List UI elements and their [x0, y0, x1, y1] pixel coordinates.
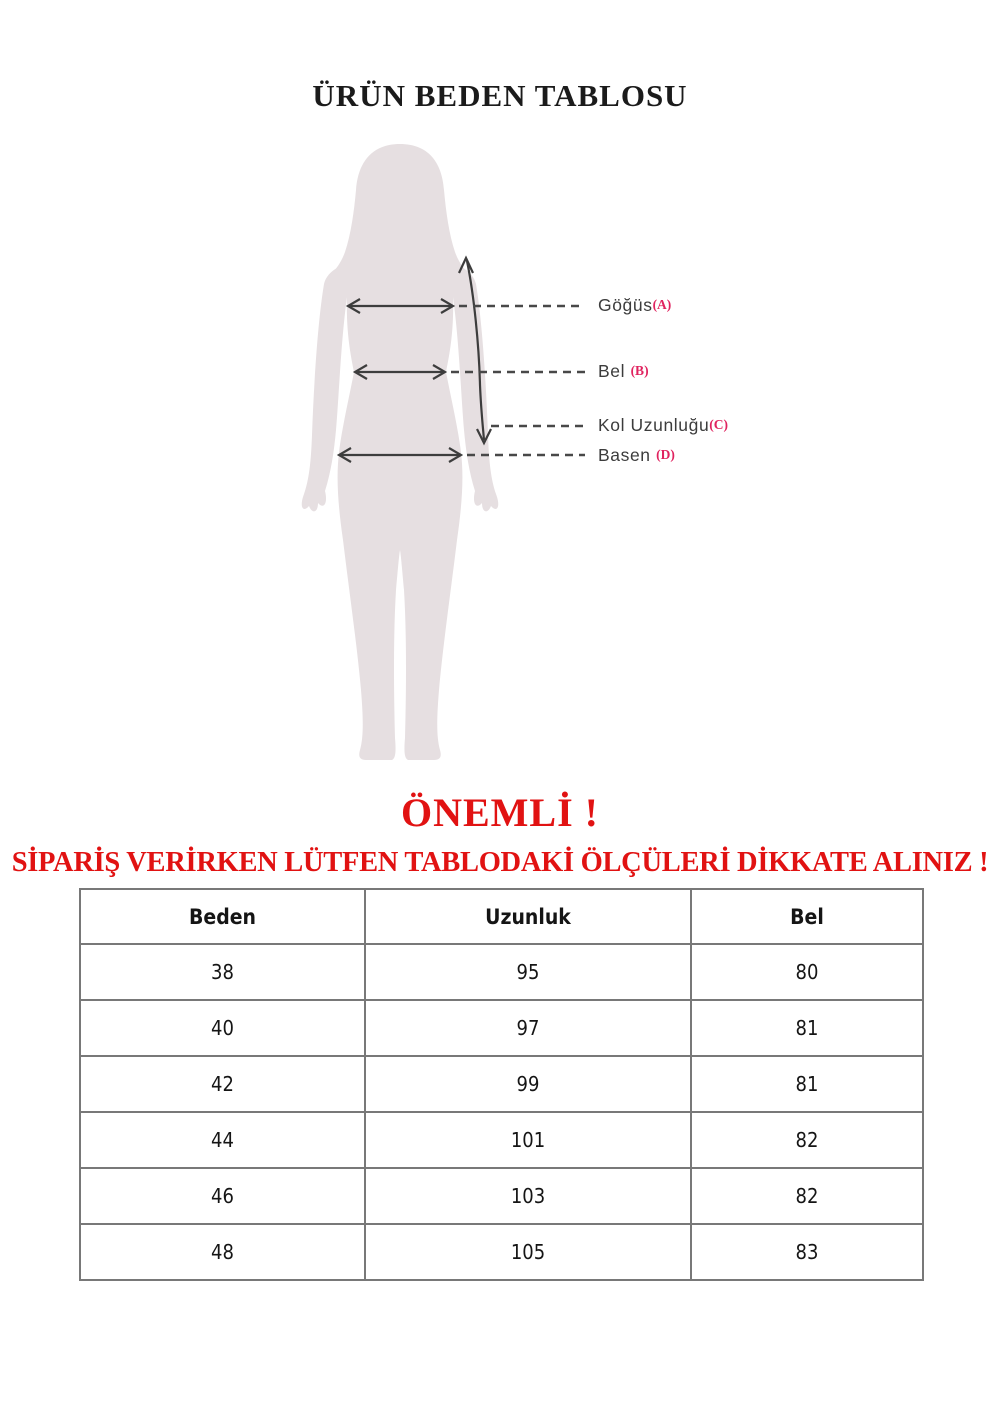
table-row — [80, 1112, 923, 1168]
table-row — [80, 1224, 923, 1280]
column-header-bel: Bel — [691, 889, 923, 944]
measurement-label-text: Bel — [598, 361, 631, 381]
table-cell: 48 — [80, 1224, 365, 1280]
measurement-letter: (D) — [656, 447, 675, 462]
measurement-label-kol-uzunlugu — [598, 415, 728, 435]
table-cell: 42 — [80, 1056, 365, 1112]
table-cell: 101 — [365, 1112, 691, 1168]
table-cell: 82 — [691, 1168, 923, 1224]
silhouette-hair — [332, 144, 468, 279]
table-cell: 95 — [365, 944, 691, 1000]
measurement-letter: (C) — [709, 417, 729, 432]
measurement-label-bel — [598, 361, 649, 381]
table-cell: 80 — [691, 944, 923, 1000]
measurement-label-text: Göğüs — [598, 295, 653, 315]
measurement-label-gogus — [598, 295, 671, 315]
table-cell: 83 — [691, 1224, 923, 1280]
table-cell: 38 — [80, 944, 365, 1000]
page-title: ÜRÜN BEDEN TABLOSU — [312, 78, 688, 113]
size-table — [79, 888, 924, 1281]
table-cell: 105 — [365, 1224, 691, 1280]
measurement-letter: (A) — [652, 297, 672, 312]
table-cell: 97 — [365, 1000, 691, 1056]
measurement-label-basen — [598, 445, 675, 465]
table-cell: 46 — [80, 1168, 365, 1224]
table-header-row — [80, 889, 923, 944]
measurement-letter: (B) — [630, 363, 649, 378]
measurement-label-text: Kol Uzunluğu — [598, 415, 710, 435]
column-header-beden: Beden — [80, 889, 365, 944]
table-cell: 82 — [691, 1112, 923, 1168]
chest-arrow — [348, 299, 453, 313]
warning-message: SİPARİŞ VERİRKEN LÜTFEN TABLODAKİ ÖLÇÜLERİ DİKKATE ALINIZ ! — [11, 847, 989, 878]
measurement-label-text: Basen — [598, 445, 657, 465]
table-cell: 44 — [80, 1112, 365, 1168]
column-header-uzunluk: Uzunluk — [365, 889, 691, 944]
important-heading: ÖNEMLİ ! — [401, 790, 599, 835]
table-cell: 99 — [365, 1056, 691, 1112]
table-cell: 40 — [80, 1000, 365, 1056]
waist-arrow — [355, 365, 445, 379]
table-row — [80, 1168, 923, 1224]
table-cell: 81 — [691, 1000, 923, 1056]
table-cell: 103 — [365, 1168, 691, 1224]
hip-arrow — [339, 448, 461, 462]
body-silhouette — [302, 262, 499, 760]
table-cell: 81 — [691, 1056, 923, 1112]
arm-length-arrow — [459, 258, 491, 443]
table-row — [80, 944, 923, 1000]
table-row — [80, 1056, 923, 1112]
table-row — [80, 1000, 923, 1056]
